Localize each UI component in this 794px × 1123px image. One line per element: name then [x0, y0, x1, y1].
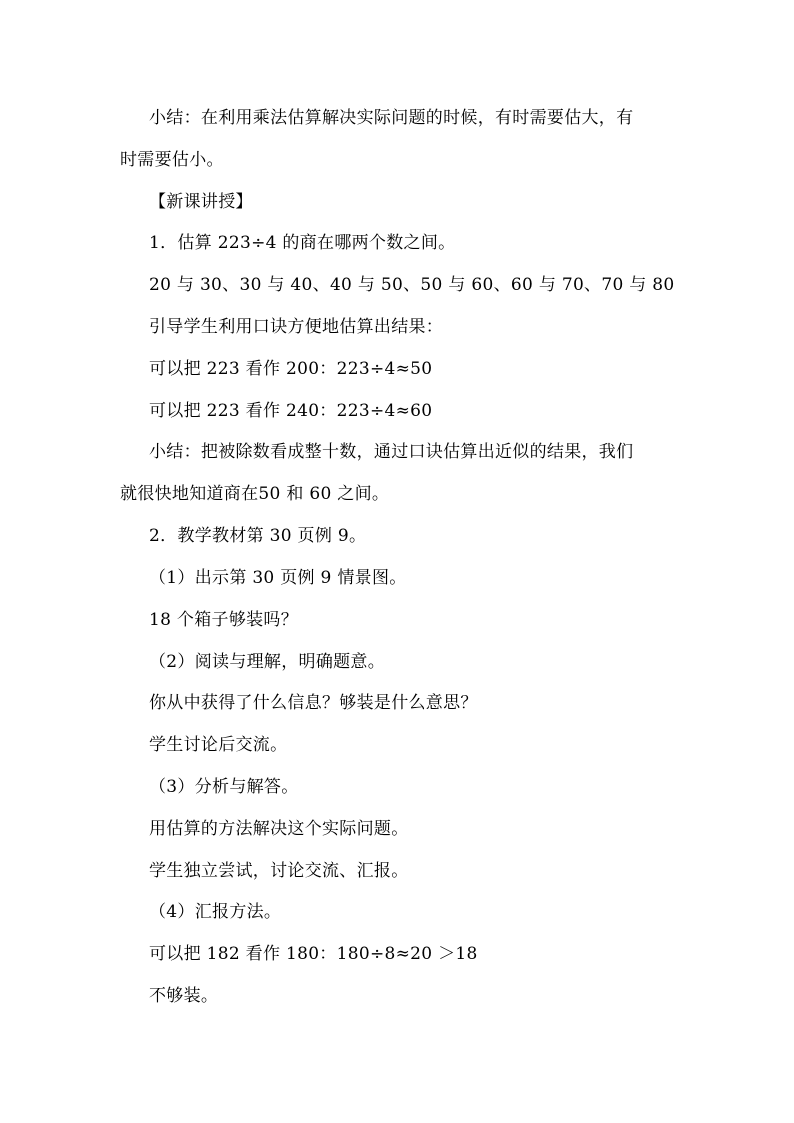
guide-line: 引导学生利用口诀方便地估算出结果：: [149, 317, 444, 337]
step-2-line: （2）阅读与理解，明确题意。: [149, 652, 386, 672]
item-1-heading: 1．估算 223÷4 的商在哪两个数之间。: [149, 233, 456, 253]
summary-paragraph-2-line-2: 就很快地知道商在50 和 60 之间。: [120, 484, 390, 504]
question-line: 18 个箱子够装吗？: [149, 610, 299, 630]
conclusion-line: 不够装。: [149, 986, 219, 1006]
step-1-line: （1）出示第 30 页例 9 情景图。: [149, 568, 407, 588]
number-ranges-line: 20 与 30、30 与 40、40 与 50、50 与 60、60 与 70、70 与 80: [149, 275, 675, 295]
estimation-method-line: 用估算的方法解决这个实际问题。: [149, 819, 409, 839]
discussion-line: 学生讨论后交流。: [149, 735, 288, 755]
item-2-heading: 2．教学教材第 30 页例 9。: [149, 526, 367, 546]
estimate-line-240: 可以把 223 看作 240：223÷4≈60: [149, 401, 433, 421]
summary-paragraph-1-line-1: 小结：在利用乘法估算解决实际问题的时候，有时需要估大，有: [149, 108, 634, 128]
estimate-line-180: 可以把 182 看作 180：180÷8≈20 ＞18: [149, 944, 478, 964]
step-3-line: （3）分析与解答。: [149, 777, 299, 797]
info-question-line: 你从中获得了什么信息？够装是什么意思？: [149, 693, 478, 713]
step-4-line: （4）汇报方法。: [149, 902, 282, 922]
section-heading-new-lesson: 【新课讲授】: [149, 192, 253, 212]
student-attempt-line: 学生独立尝试，讨论交流、汇报。: [149, 861, 409, 881]
summary-paragraph-1-line-2: 时需要估小。: [120, 150, 224, 170]
summary-paragraph-2-line-1: 小结：把被除数看成整十数，通过口诀估算出近似的结果，我们: [149, 442, 634, 462]
estimate-line-200: 可以把 223 看作 200：223÷4≈50: [149, 359, 433, 379]
